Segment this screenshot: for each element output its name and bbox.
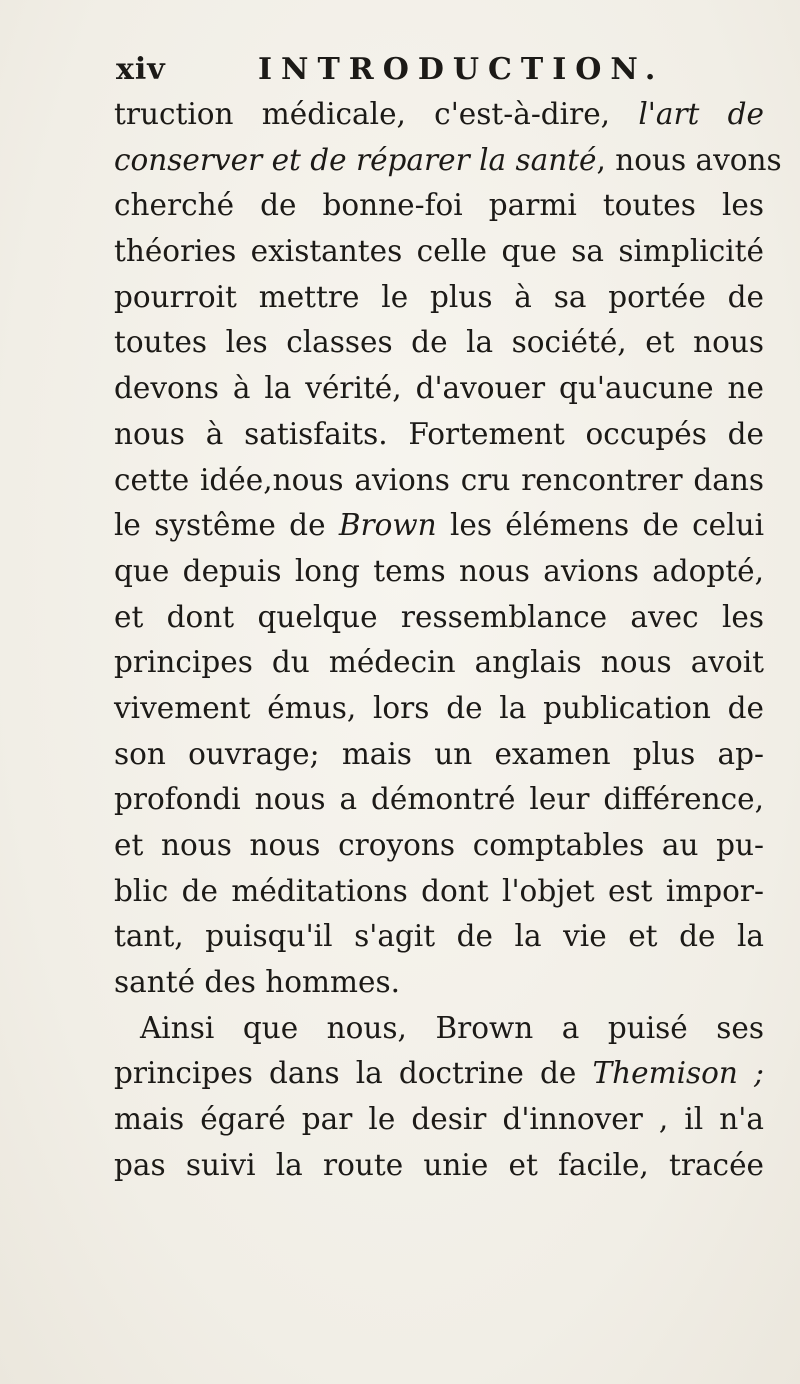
text-line: pas suivi la route unie et facile, tracée (114, 1147, 764, 1182)
text-line: mais égaré par le desir d'innover , il n'a (114, 1102, 764, 1137)
italic-segment: l'art de (638, 97, 765, 131)
text-line: profondi nous a démontré leur différence, (114, 782, 764, 817)
italic-segment: conserver et de réparer la santé (114, 142, 597, 177)
italic-segment: Brown (338, 508, 437, 543)
text-line: blic de méditations dont l'objet est impor- (114, 873, 764, 908)
text-line: tant, puisqu'il s'agit de la vie et de la (114, 919, 764, 954)
text-line: théories existantes celle que sa simplicité (114, 234, 764, 269)
text-line: toutes les classes de la société, et nous (114, 325, 764, 360)
text-segment: , nous avons (596, 142, 782, 177)
text-line: Ainsi que nous, Brown a puisé ses (140, 1010, 764, 1045)
text-segment: truction médicale, c'est-à-dire, (114, 97, 639, 131)
text-line: son ouvrage; mais un examen plus ap- (114, 736, 764, 771)
text-line: devons à la vérité, d'avouer qu'aucune ne (114, 371, 764, 406)
text-line: et dont quelque ressemblance avec les (114, 599, 764, 634)
text-segment: le systême de (114, 508, 339, 543)
text-segment: principes dans la doctrine de (114, 1056, 593, 1091)
text-line: santé des hommes. (114, 965, 400, 1000)
body-text (114, 92, 782, 1189)
text-line: cherché de bonne-foi parmi toutes les (114, 188, 764, 223)
page-number: xiv (116, 52, 166, 87)
text-line: pourroit mettre le plus à sa portée de (114, 279, 764, 314)
page-header (116, 52, 665, 96)
text-line (114, 503, 764, 549)
text-line (114, 1051, 764, 1097)
text-line: que depuis long tems nous avions adopté, (114, 553, 764, 588)
text-line: cette idée,nous avions cru rencontrer dans (114, 462, 764, 497)
text-line (114, 138, 782, 184)
italic-segment: Themison ; (592, 1056, 764, 1091)
text-line: et nous nous croyons comptables au pu- (114, 828, 764, 862)
text-line (114, 92, 764, 138)
running-title: INTRODUCTION. (258, 52, 665, 87)
text-line: vivement émus, lors de la publication de (114, 690, 764, 725)
text-line: nous à satisfaits. Fortement occupés de (114, 416, 764, 451)
text-line: principes du médecin anglais nous avoit (114, 645, 764, 680)
text-segment: les élémens de celui (436, 508, 764, 543)
